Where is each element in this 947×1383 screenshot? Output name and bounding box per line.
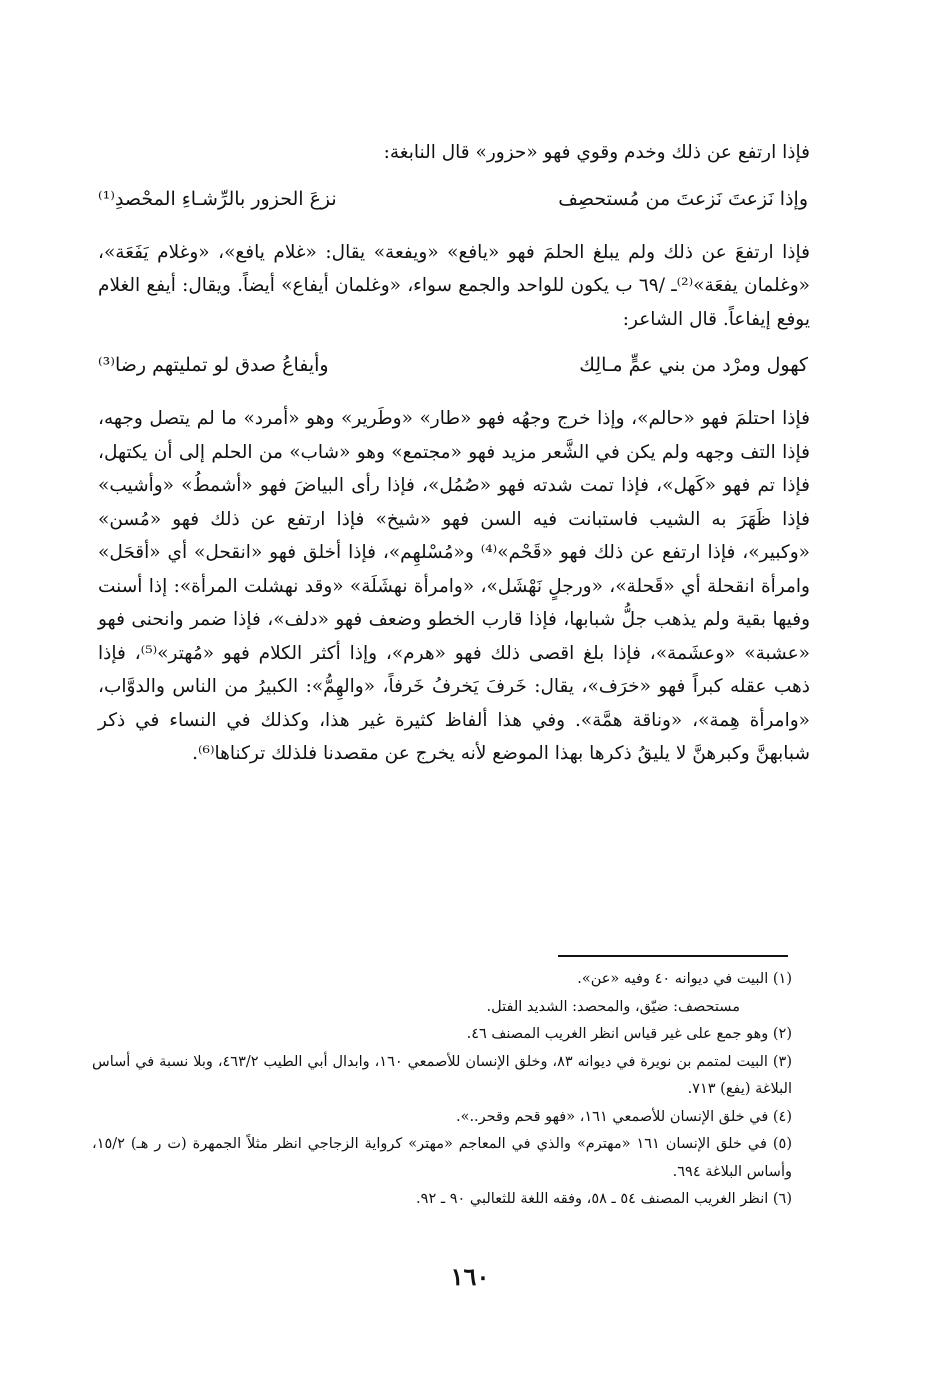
footnote-3: (٣) البيت لمتمم بن نويرة في ديوانه ٨٣، وخلق الإنسان للأصمعي ١٦٠، وابدال أبي الطيب ٤٦٣/٢، وبلا نسبة في أساس البلاغة (يفع) ٧١٣.: [92, 1053, 793, 1097]
footnotes: [92, 966, 792, 1214]
paragraph-1: فإذا ارتفع عن ذلك وخدم وقوي فهو «حزور» قال النابغة:: [383, 142, 810, 163]
footnote-6: (٦) انظر الغريب المصنف ٥٤ ـ ٥٨، وفقه اللغة للثعالبي ٩٠ ـ ٩٢.: [416, 1191, 792, 1207]
footnote-2: (٢) وهو جمع على غير قياس انظر الغريب المصنف ٤٦.: [466, 1026, 792, 1042]
main-text: [98, 136, 810, 771]
verse-1: [98, 170, 810, 230]
paragraph-3: فإذا احتلمَ فهو «حالم»، وإذا خرج وجهُه فهو «طار» «وطَرير» وهو «أمرد» ما لم يتصل وجهه، فإذا التف وجهه ولم يكن في الشَّعر مزيد فهو «مجتمع» وهو «شاب» من الحلم إلى أن يكتهل، فإذا تم فهو «كَهل»، فإذا تمت شدته فهو «صُمُل»، فإذا رأى البياضَ فهو «أشمطُ» «وأشيب» فإذا ظَهَرَ به الشيب فاستبانت فيه السن فهو «شيخ» فإذا ارتفع عن ذلك فهو «مُسن» «وكبير»، فإذا ارتفع عن ذلك فهو «قَحْم»⁽⁴⁾ و«مُسْلهِم»، فإذا أخلق فهو «انقحل» أي «أقحَل» وامرأة انقحلة أي «قَحلة»، «ورجلٍ نَهْشَل»، «وامرأة نهشَلَة» «وقد نهشلت المرأة»: إذا أسنت وفيها بقية ولم يذهب جلُّ شبابها، فإذا قارب الخطو وضعف فهو «دلف»، فإذا ضمر وانحنى فهو «عشبة» «وعشَمة»، فإذا بلغ اقصى ذلك فهو «هرم»، وإذا أكثر الكلام فهو «مُهتر»⁽⁵⁾، فإذا ذهب عقله كبراً فهو «خرَف»، يقال: خَرفَ يَخرفُ خَرفاً، «والهِمُّ»: الكبيرُ من الناس والدوَّاب، «وامرأة هِمة»، «وناقة همَّة». وفي هذا ألفاظ كثيرة غير هذا، وكذلك في النساء في ذكر شبابهنَّ وكبرهنَّ لا يليقُ ذكرها بهذا الموضع لأنه يخرج عن مقصدنا فلذلك تركناها⁽⁶⁾.: [98, 408, 810, 764]
verse-2-first-hemistich: كهول ومرْد من بني عمٍّ مـالِك: [579, 354, 808, 376]
footnote-separator: [558, 955, 788, 957]
footnote-5: (٥) في خلق الإنسان ١٦١ «مهترم» والذي في المعاجم «مهتر» كرواية الزجاجي انظر مثلاً الجمهرة (ت ر هـ) ١٥/٢، وأساس البلاغة ٦٩٤.: [92, 1136, 792, 1180]
footnote-1-gloss: مستحصف: ضيّق، والمحصد: الشديد الفتل.: [486, 998, 740, 1015]
page-number: ١٦٠: [450, 1262, 490, 1291]
verse-2: [98, 336, 810, 396]
paragraph-2: فإذا ارتفعَ عن ذلك ولم يبلغ الحلمَ فهو «يافع» «ويفعة» يقال: «غلام يافع»، «وغلام يَفَعَة»، «وغلمان يفعَة»⁽²⁾ـ /٦٩ ب يكون للواحد والجمع سواء، «وغلمان أيفاع» أيضاً. ويقال: أيفع الغلام يوفع إيفاعاً. قال الشاعر:: [98, 241, 810, 330]
footnote-4: (٤) في خلق الإنسان للأصمعي ١٦١، «فهو قحم وقحر..».: [455, 1108, 792, 1125]
verse-1-second-hemistich: نزعَ الحزور بالرِّشـاءِ المحْصدِ⁽¹⁾: [98, 187, 337, 210]
verse-2-second-hemistich: وأيفاعُ صدق لو تمليتهم رضا⁽³⁾: [98, 354, 329, 376]
verse-1-first-hemistich: وإذا نَزعتَ نَزعتَ من مُستحصِف: [558, 187, 808, 210]
footnote-1: (١) البيت في ديوانه ٤٠ وفيه «عن».: [577, 971, 792, 987]
